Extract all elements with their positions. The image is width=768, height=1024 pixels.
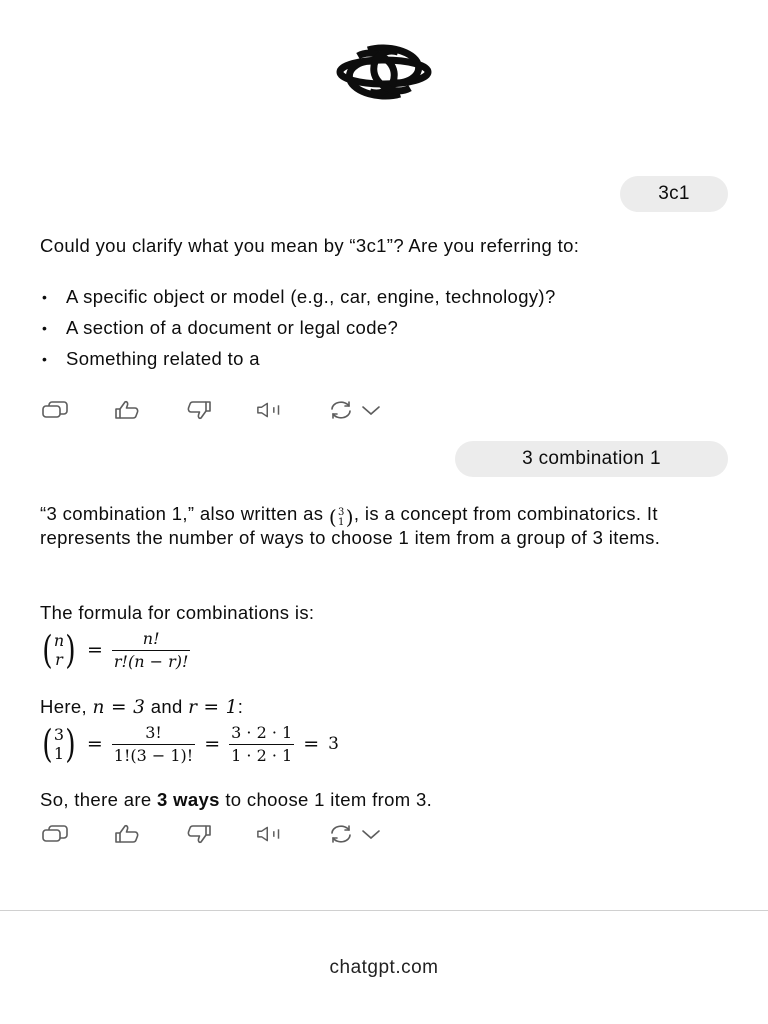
thumbs-down-icon [186, 824, 212, 844]
thumbs-up-button[interactable] [112, 398, 142, 422]
openai-logo-icon [328, 42, 440, 102]
formula-denominator: r!(n − r)! [113, 651, 189, 671]
copy-icon [41, 825, 69, 843]
binom-top: 3 [338, 506, 345, 518]
read-aloud-icon [256, 825, 286, 843]
fraction-numerator: 3 · 2 · 1 [231, 722, 293, 742]
thumbs-up-icon [114, 824, 140, 844]
list-item: • Something related to a [40, 349, 700, 369]
user-message-text: 3c1 [658, 183, 690, 204]
formula-values [40, 697, 243, 718]
conclusion [40, 790, 432, 810]
list-item: • A section of a document or legal code? [40, 318, 700, 338]
formula-fraction [112, 630, 191, 671]
copy-button[interactable] [40, 822, 70, 846]
calc-fraction-1 [112, 724, 195, 765]
calc-fraction-2 [229, 724, 294, 765]
read-aloud-button[interactable] [256, 398, 286, 422]
formula-r: r [55, 650, 63, 669]
formula-n: n [53, 631, 65, 650]
paragraph-text: to choose 1 item from 3. [225, 789, 433, 810]
calc-result: 3 [328, 734, 339, 754]
thumbs-down-icon [186, 400, 212, 420]
chevron-down-icon [360, 403, 382, 417]
list-item: • A specific object or model (e.g., car, engine, technology)? [40, 287, 700, 307]
regenerate-icon [328, 400, 354, 420]
paragraph-text: and [150, 696, 183, 717]
thumbs-up-button[interactable] [112, 822, 142, 846]
regenerate-button[interactable] [328, 398, 386, 422]
thumbs-down-button[interactable] [184, 822, 214, 846]
thumbs-down-button[interactable] [184, 398, 214, 422]
regenerate-icon [328, 824, 354, 844]
message-actions [40, 822, 386, 846]
footer-domain: chatgpt.com [329, 957, 439, 978]
conclusion-bold: 3 ways [157, 789, 220, 810]
calc-top: 3 [53, 725, 65, 744]
calc-bottom: 1 [53, 744, 65, 763]
math-n-value: n = 3 [92, 697, 146, 718]
copy-icon [41, 401, 69, 419]
user-message-text: 3 combination 1 [522, 448, 661, 469]
formula-numerator: n! [142, 628, 160, 648]
paragraph-text: Here, [40, 696, 87, 717]
thumbs-up-icon [114, 400, 140, 420]
assistant-message-paragraph [40, 504, 680, 547]
fraction-numerator: 3! [145, 722, 162, 742]
binom-bottom: 1 [338, 516, 345, 528]
fraction-denominator: 1 · 2 · 1 [231, 745, 293, 765]
assistant-message-intro: Could you clarify what you mean by “3c1”? Are you referring to: [40, 235, 580, 256]
user-message-bubble [620, 176, 728, 212]
inline-binomial: ( 3 1 ) [328, 505, 354, 529]
read-aloud-icon [256, 401, 286, 419]
footer-divider [0, 910, 768, 911]
math-r-value: r = 1 [188, 697, 238, 718]
combination-formula: ( n r ) = $\frac{n!}{r!(n - r)!}$ [42, 628, 189, 672]
copy-button[interactable] [40, 398, 70, 422]
assistant-message-list [40, 287, 700, 380]
paragraph-text: So, there are [40, 789, 152, 810]
user-message-bubble [455, 441, 728, 477]
message-actions [40, 398, 386, 422]
read-aloud-button[interactable] [256, 822, 286, 846]
paragraph-text: “3 combination 1,” also written as [40, 503, 324, 524]
regenerate-button[interactable] [328, 822, 386, 846]
formula-intro: The formula for combinations is: [40, 602, 315, 623]
fraction-denominator: 1!(3 − 1)! [113, 745, 194, 765]
combination-calculation: ( 3 1 ) = $\frac{3!}{1!(3 - 1)!}$ = $\frac{3 \cdot 2 \cdot 1}{1 \cdot 2 \cdot 1}$ = 3 [42, 722, 339, 766]
paragraph-text: , is a concept from combinatorics. It represents the number of ways to choose 1 item from a group of 3 items. [40, 503, 661, 548]
paragraph-text: : [237, 696, 244, 717]
chevron-down-icon [360, 827, 382, 841]
